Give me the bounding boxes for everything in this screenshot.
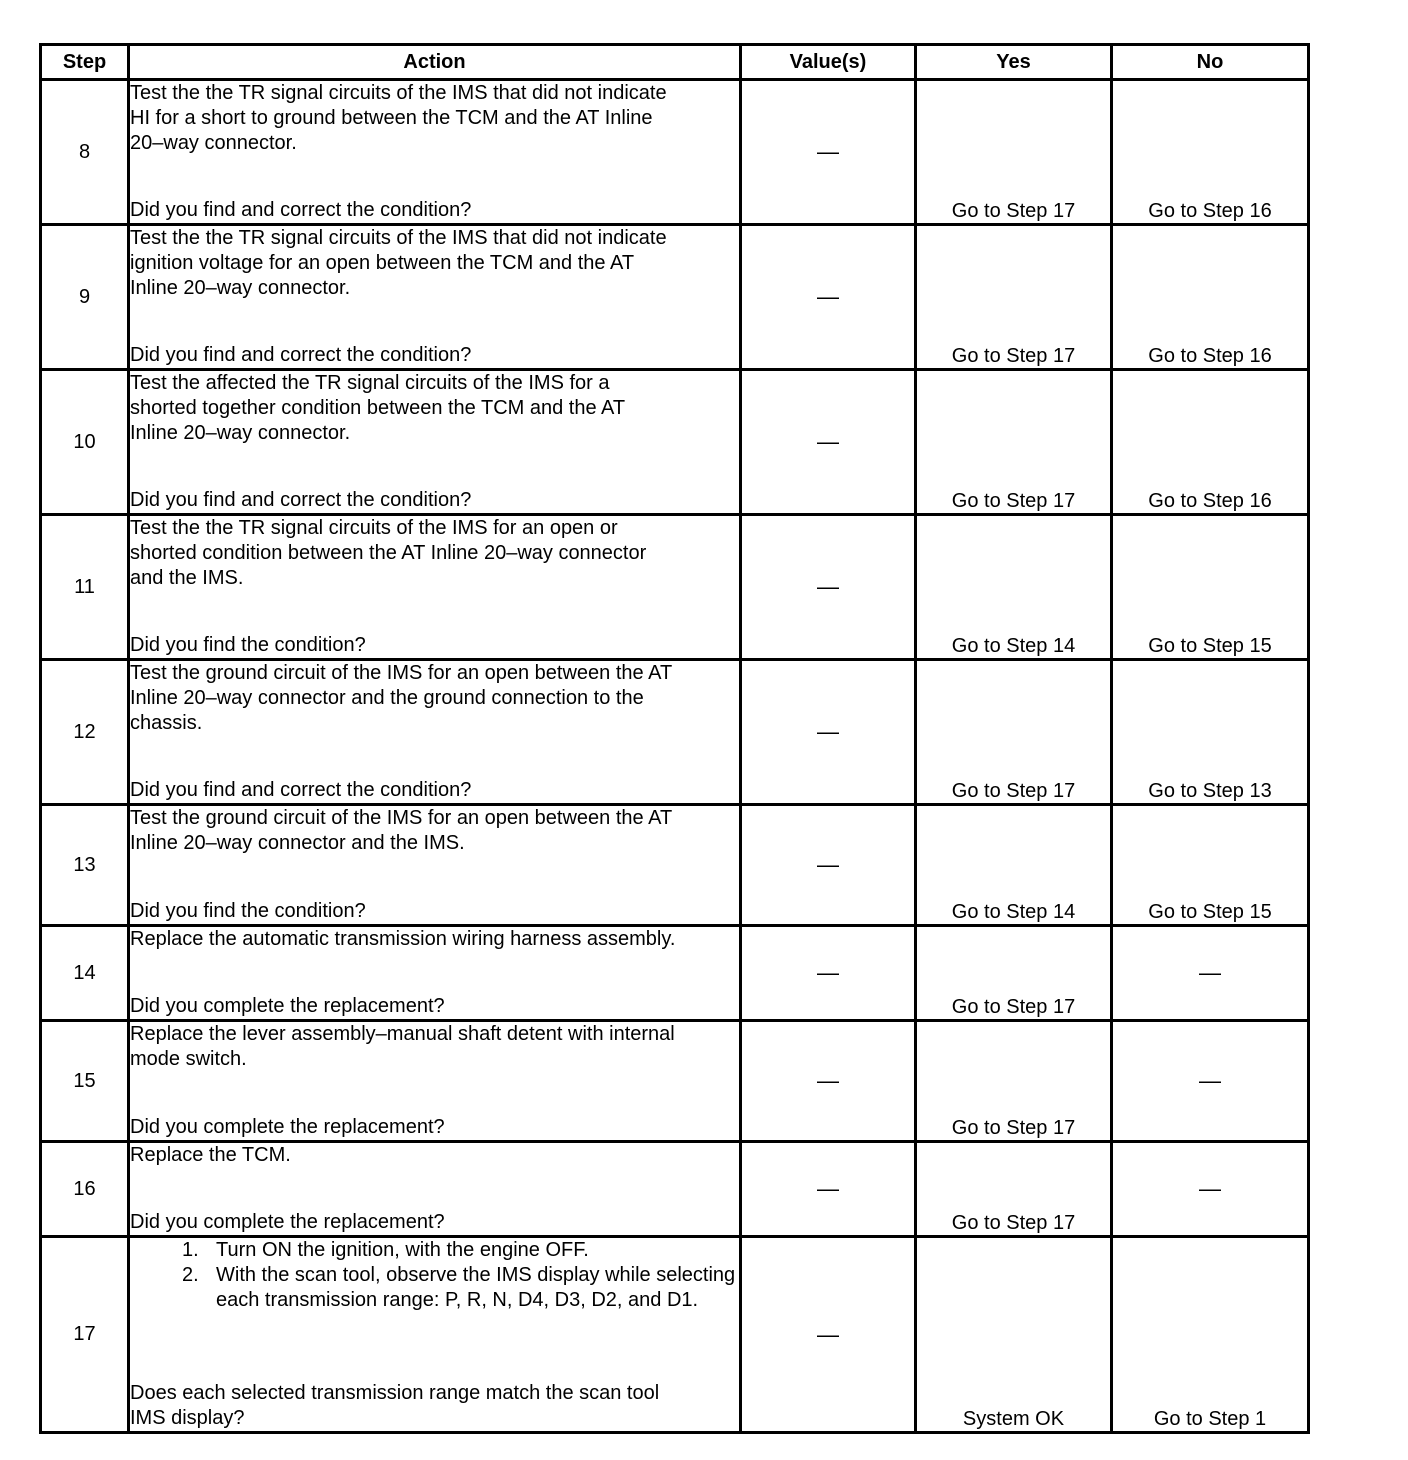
yes-cell: Go to Step 17 — [916, 926, 1112, 1021]
no-cell: Go to Step 13 — [1112, 660, 1309, 805]
value-cell: — — [741, 1142, 916, 1237]
no-cell: Go to Step 15 — [1112, 805, 1309, 926]
action-text: Test the ground circuit of the IMS for an open between the AT Inline 20–way connector and the ground connection to the chassis. — [130, 662, 673, 734]
value-cell: — — [741, 1237, 916, 1433]
diagnostic-table — [39, 43, 1310, 1434]
yes-cell: Go to Step 17 — [916, 370, 1112, 515]
action-question: Does each selected transmission range match the scan tool IMS display? — [130, 1382, 660, 1429]
action-text: Test the affected the TR signal circuits of the IMS for a shorted together condition between the TCM and the AT Inline 20–way connector. — [130, 372, 626, 444]
action-question: Did you find and correct the condition? — [130, 489, 472, 511]
table-row — [41, 370, 1309, 515]
table-row — [41, 805, 1309, 926]
value-cell: — — [741, 80, 916, 225]
action-cell — [129, 1021, 741, 1142]
yes-cell: Go to Step 17 — [916, 1142, 1112, 1237]
header-yes: Yes — [916, 45, 1112, 80]
procedure-item: With the scan tool, observe the IMS display while selecting each transmission range: P, R, N, D4, D3, D2, and D1. — [216, 1264, 736, 1311]
action-question: Did you find and correct the condition? — [130, 779, 472, 801]
action-cell — [129, 80, 741, 225]
value-cell: — — [741, 805, 916, 926]
value-cell: — — [741, 370, 916, 515]
yes-cell: Go to Step 14 — [916, 515, 1112, 660]
table-row — [41, 225, 1309, 370]
yes-cell: Go to Step 17 — [916, 225, 1112, 370]
header-action: Action — [129, 45, 741, 80]
value-cell: — — [741, 1021, 916, 1142]
step-number: 9 — [41, 225, 129, 370]
value-cell: — — [741, 660, 916, 805]
step-number: 15 — [41, 1021, 129, 1142]
action-cell — [129, 926, 741, 1021]
yes-cell: Go to Step 17 — [916, 80, 1112, 225]
procedure-item: Turn ON the ignition, with the engine OFF. — [216, 1239, 589, 1261]
action-text: Replace the lever assembly–manual shaft detent with internal mode switch. — [130, 1023, 675, 1070]
step-number: 16 — [41, 1142, 129, 1237]
action-cell — [129, 1142, 741, 1237]
table-row — [41, 660, 1309, 805]
action-text: Replace the automatic transmission wiring harness assembly. — [130, 928, 676, 950]
yes-cell: Go to Step 17 — [916, 660, 1112, 805]
table-row — [41, 515, 1309, 660]
no-cell: Go to Step 16 — [1112, 225, 1309, 370]
action-question: Did you find the condition? — [130, 900, 366, 922]
action-text: Test the the TR signal circuits of the IMS that did not indicate ignition voltage for an open between the TCM and the AT Inline 20–way connector. — [130, 227, 667, 299]
no-cell: Go to Step 16 — [1112, 80, 1309, 225]
yes-cell: System OK — [916, 1237, 1112, 1433]
action-text: Test the the TR signal circuits of the IMS that did not indicate HI for a short to ground between the TCM and the AT Inline 20–way connector. — [130, 82, 667, 154]
no-cell: Go to Step 1 — [1112, 1237, 1309, 1433]
no-cell: Go to Step 16 — [1112, 370, 1309, 515]
step-number: 17 — [41, 1237, 129, 1433]
action-cell — [129, 515, 741, 660]
action-cell — [129, 1237, 741, 1433]
no-cell: — — [1112, 1021, 1309, 1142]
action-question: Did you complete the replacement? — [130, 1116, 445, 1138]
action-cell — [129, 370, 741, 515]
no-cell: — — [1112, 926, 1309, 1021]
step-number: 8 — [41, 80, 129, 225]
yes-cell: Go to Step 14 — [916, 805, 1112, 926]
action-cell — [129, 660, 741, 805]
procedure-list — [130, 1238, 739, 1313]
table-row — [41, 1237, 1309, 1433]
yes-cell: Go to Step 17 — [916, 1021, 1112, 1142]
action-question: Did you find and correct the condition? — [130, 344, 472, 366]
action-text: Test the the TR signal circuits of the IMS for an open or shorted condition between the AT Inline 20–way connector and the IMS. — [130, 517, 647, 589]
step-number: 14 — [41, 926, 129, 1021]
action-cell — [129, 225, 741, 370]
action-question: Did you find and correct the condition? — [130, 199, 472, 221]
step-number: 12 — [41, 660, 129, 805]
header-row — [41, 45, 1309, 80]
action-cell — [129, 805, 741, 926]
step-number: 13 — [41, 805, 129, 926]
value-cell: — — [741, 225, 916, 370]
step-number: 10 — [41, 370, 129, 515]
header-no: No — [1112, 45, 1309, 80]
value-cell: — — [741, 515, 916, 660]
table-row — [41, 1142, 1309, 1237]
action-question: Did you complete the replacement? — [130, 995, 445, 1017]
header-step: Step — [41, 45, 129, 80]
action-question: Did you find the condition? — [130, 634, 366, 656]
no-cell: — — [1112, 1142, 1309, 1237]
header-values: Value(s) — [741, 45, 916, 80]
action-text: Replace the TCM. — [130, 1144, 291, 1166]
table-row — [41, 80, 1309, 225]
step-number: 11 — [41, 515, 129, 660]
no-cell: Go to Step 15 — [1112, 515, 1309, 660]
value-cell: — — [741, 926, 916, 1021]
table-row — [41, 926, 1309, 1021]
action-question: Did you complete the replacement? — [130, 1211, 445, 1233]
table-row — [41, 1021, 1309, 1142]
action-text: Test the ground circuit of the IMS for an open between the AT Inline 20–way connector and the IMS. — [130, 807, 673, 854]
